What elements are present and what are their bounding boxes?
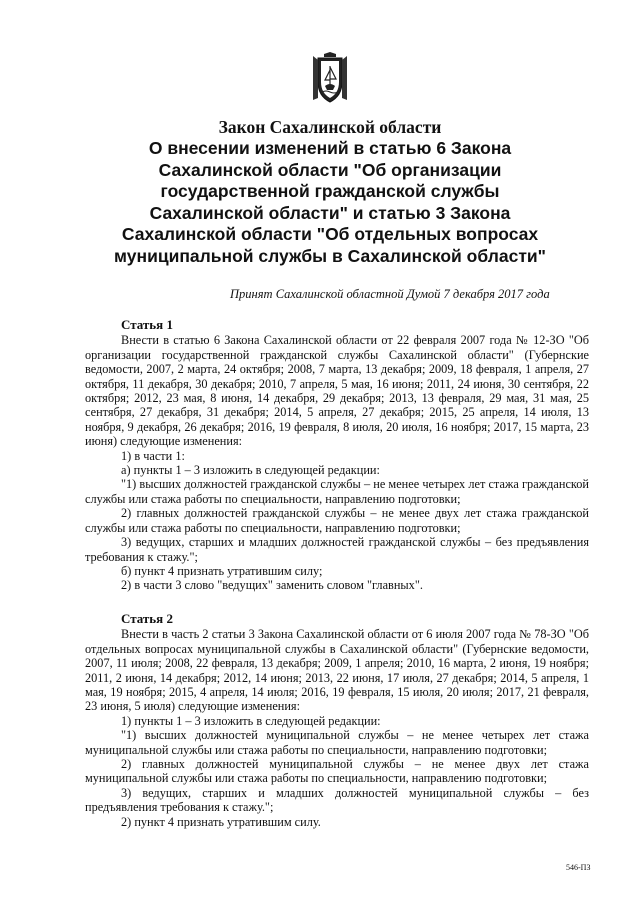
law-title-line: Закон Сахалинской области: [218, 117, 442, 137]
article-2: [85, 612, 589, 829]
article-paragraph: 1) пункты 1 – 3 изложить в следующей редакции:: [121, 713, 381, 728]
article-paragraph: 3) ведущих, старших и младших должностей муниципальной службы – без предъявления требования к стажу.";: [85, 785, 589, 815]
article-heading: Статья 1: [121, 317, 173, 332]
article-paragraph: Внести в часть 2 статьи 3 Закона Сахалинской области от 6 июля 2007 года № 78-ЗО "Об отдельных вопросах муниципальной службы в Сахалинской области" (Губернские ведомости, 2007, 11 июля; 2008, 22 февраля, 13 декабря; 2009, 1 апреля; 2010, 16 марта, 2 июня, 19 ноября; 2011, 2 июня, 14 декабря; 2012, 14 июня; 2013, 22 июня, 17 июля, 27 декабря; 2014, 5 апреля, 1 мая, 19 ноября; 2015, 4 апреля, 14 июля; 2016, 19 февраля, 15 июля, 20 июля; 2017, 21 февраля, 23 июня, 5 июля) следующие изменения:: [85, 627, 589, 714]
coat-of-arms-icon: [309, 52, 351, 106]
law-subtitle-line: государственной гражданской службы: [160, 181, 500, 201]
article-heading: Статья 2: [121, 611, 173, 626]
article-paragraph: 2) главных должностей муниципальной службы – не менее двух лет стажа муниципальной службы или стажа работы по специальности, направлению подготовки;: [85, 757, 589, 786]
law-subtitle-line: Сахалинской области "Об организации: [158, 159, 502, 180]
article-paragraph: 3) ведущих, старших и младших должностей гражданской службы – без предъявления требования к стажу.";: [85, 535, 589, 564]
article-1: [85, 318, 589, 593]
law-subtitle-line: О внесении изменений в статью 6 Закона: [148, 138, 512, 158]
law-subtitle-line: Сахалинской области "Об отдельных вопросах: [121, 224, 539, 244]
article-paragraph: "1) высших должностей гражданской службы – не менее четырех лет стажа гражданской службы или стажа работы по специальности, направлению подготовки;: [85, 477, 589, 506]
document-code: 546-ПЗ: [566, 863, 591, 872]
article-paragraph: "1) высших должностей муниципальной службы – не менее четырех лет стажа муниципальной службы или стажа работы по специальности, направлению подготовки;: [85, 728, 589, 757]
article-paragraph: 2) главных должностей гражданской службы – не менее двух лет стажа гражданской службы или стажа работы по специальности, направлению подготовки;: [85, 506, 589, 535]
adoption-note: Принят Сахалинской областной Думой 7 декабря 2017 года: [230, 287, 550, 301]
article-paragraph: 2) в части 3 слово "ведущих" заменить словом "главных".: [121, 578, 423, 593]
article-paragraph: Внести в статью 6 Закона Сахалинской области от 22 февраля 2007 года № 12-ЗО "Об организации государственной гражданской службы Сахалинской области" (Губернские ведомости, 2007, 2 марта, 24 октября; 2008, 7 марта, 13 декабря; 2009, 18 февраля, 1 апреля, 27 октября, 11 декабря, 30 декабря; 2010, 7 апреля, 5 мая, 16 июня; 2011, 24 июня, 30 сентября, 22 октября; 2012, 23 мая, 8 июня, 14 декабря, 29 декабря; 2013, 13 февраля, 29 мая, 31 мая, 25 сентября, 27 декабря, 31 декабря; 2014, 5 апреля, 27 декабря; 2015, 25 апреля, 14 июля, 13 ноября, 9 декабря, 26 декабря; 2016, 19 февраля, 8 июля, 20 июля, 16 ноября; 2017, 15 марта, 23 июня) следующие изменения:: [85, 333, 589, 449]
article-paragraph: 2) пункт 4 признать утратившим силу.: [121, 814, 321, 829]
law-subtitle-line: муниципальной службы в Сахалинской области": [114, 245, 546, 266]
article-paragraph: б) пункт 4 признать утратившим силу;: [121, 563, 323, 578]
law-subtitle-line: Сахалинской области" и статью 3 Закона: [149, 202, 511, 223]
law-title: [60, 116, 600, 267]
article-paragraph: а) пункты 1 – 3 изложить в следующей редакции:: [121, 463, 380, 478]
article-paragraph: 1) в части 1:: [121, 448, 185, 463]
